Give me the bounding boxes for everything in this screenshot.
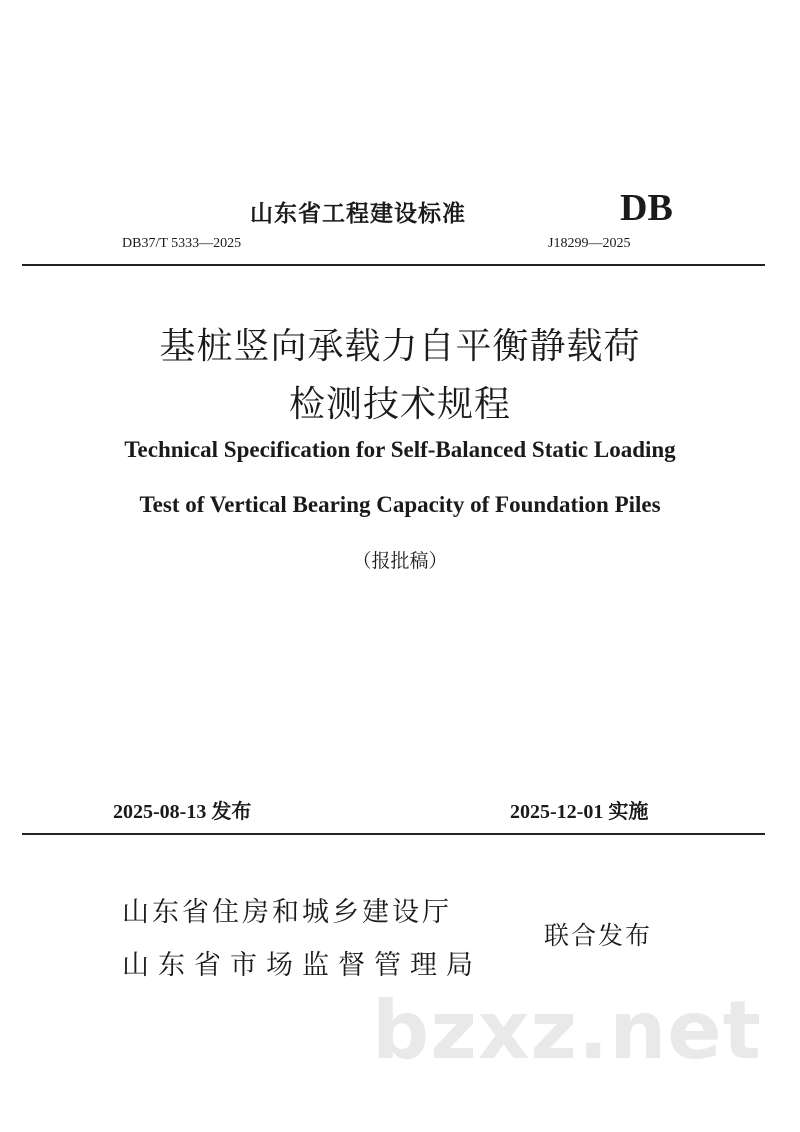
issue-date (113, 795, 251, 824)
draft-note: （报批稿） (352, 550, 448, 572)
english-title-line-2: Test of Vertical Bearing Capacity of Foundation Piles (139, 492, 661, 517)
implementation-label: 实施 (608, 799, 649, 823)
bottom-divider (22, 833, 765, 835)
implementation-date-value: 2025-12-01 (510, 801, 604, 823)
implementation-date (510, 795, 648, 824)
joint-issue-label: 联合发布 (544, 921, 653, 950)
chinese-title-line-1: 基桩竖向承载力自平衡静载荷 (159, 326, 641, 367)
issuer-market-regulation: 山东省市场监督管理局 (122, 950, 482, 981)
issue-date-value: 2025-08-13 (113, 801, 207, 823)
issuer-housing-department: 山东省住房和城乡建设厅 (122, 897, 452, 928)
standard-category: 山东省工程建设标准 (250, 201, 466, 227)
english-title-line-1: Technical Specification for Self-Balanced Static Loading (124, 437, 676, 462)
top-divider (22, 264, 765, 266)
db-logo: DB (620, 187, 673, 229)
chinese-title-line-2: 检测技术规程 (288, 384, 511, 425)
issue-label: 发布 (211, 799, 252, 823)
watermark: bzxz.net (372, 984, 762, 1077)
filing-number: J18299—2025 (548, 236, 631, 251)
standard-number: DB37/T 5333—2025 (122, 236, 242, 251)
